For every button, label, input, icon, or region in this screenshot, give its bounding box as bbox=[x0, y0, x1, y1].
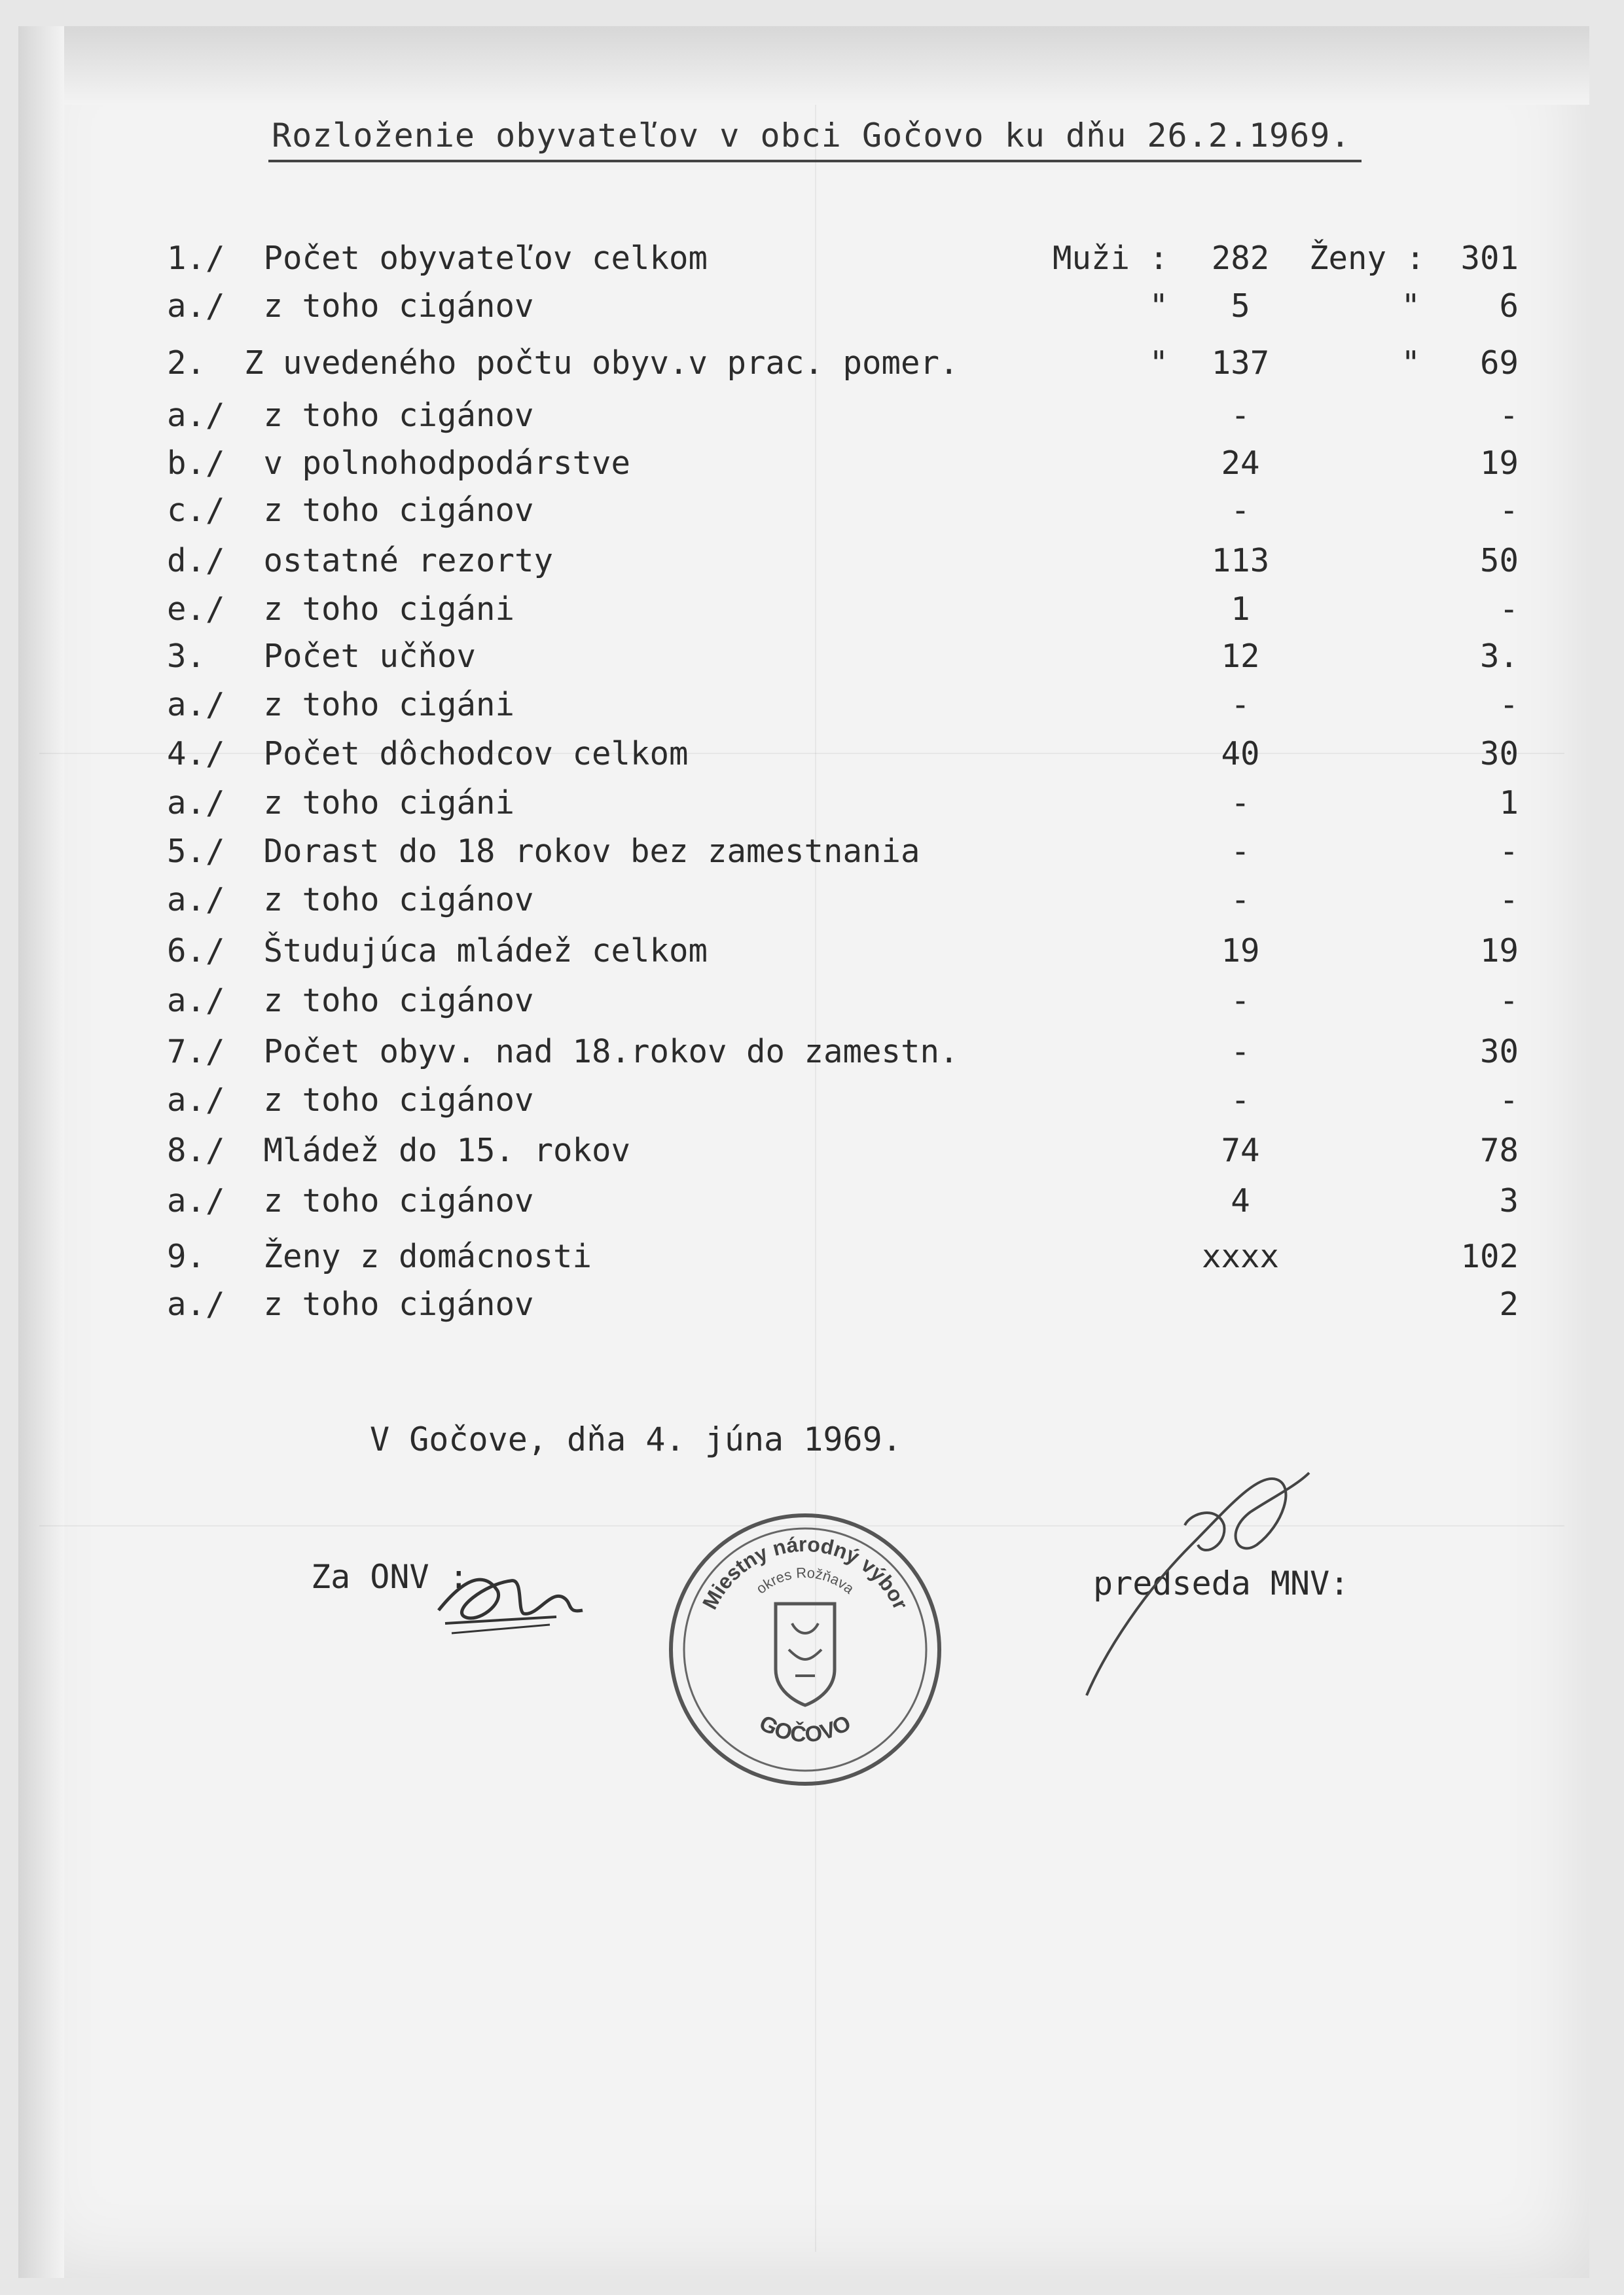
table-row bbox=[0, 634, 1624, 679]
women-value: 30 bbox=[1479, 735, 1519, 772]
signature-predseda bbox=[1060, 1434, 1348, 1708]
table-row bbox=[0, 1234, 1624, 1280]
row-label: 6./ Študujúca mládež celkom bbox=[167, 932, 708, 969]
women-value: 102 bbox=[1460, 1238, 1519, 1275]
table-row bbox=[0, 587, 1624, 632]
women-value: - bbox=[1499, 590, 1519, 628]
table-row bbox=[0, 682, 1624, 728]
za-onv-label: Za ONV : bbox=[311, 1558, 469, 1596]
row-label: a./ z toho cigánov bbox=[167, 287, 534, 325]
row-label: 3. Počet učňov bbox=[167, 638, 477, 675]
women-value: - bbox=[1499, 833, 1519, 870]
table-row bbox=[0, 538, 1624, 584]
men-value: 19 bbox=[1221, 932, 1260, 969]
men-value: - bbox=[1231, 982, 1250, 1019]
men-heading: " bbox=[1149, 287, 1168, 325]
men-value: - bbox=[1231, 833, 1250, 870]
table-row bbox=[0, 488, 1624, 533]
row-label: 4./ Počet dôchodcov celkom bbox=[167, 735, 689, 772]
women-value: 301 bbox=[1460, 240, 1519, 277]
men-value: 113 bbox=[1211, 542, 1270, 579]
table-row bbox=[0, 441, 1624, 486]
men-value: - bbox=[1231, 1033, 1250, 1070]
row-label: a./ z toho cigánov bbox=[167, 1081, 534, 1119]
row-label: 9. Ženy z domácnosti bbox=[167, 1238, 592, 1275]
women-value: - bbox=[1499, 1081, 1519, 1119]
men-value: xxxx bbox=[1201, 1238, 1279, 1275]
women-value: 3 bbox=[1499, 1182, 1519, 1220]
women-value: 78 bbox=[1479, 1132, 1519, 1169]
row-label: b./ v polnohodpodárstve bbox=[167, 444, 631, 482]
row-label: 8./ Mládež do 15. rokov bbox=[167, 1132, 631, 1169]
row-label: a./ z toho cigáni bbox=[167, 784, 515, 822]
women-value: 3. bbox=[1479, 638, 1519, 675]
men-value: 74 bbox=[1221, 1132, 1260, 1169]
men-value: - bbox=[1231, 784, 1250, 822]
men-value: - bbox=[1231, 686, 1250, 723]
coat-of-arms-icon bbox=[776, 1604, 835, 1705]
table-row bbox=[0, 340, 1624, 386]
men-heading: " bbox=[1149, 344, 1168, 382]
row-label: a./ z toho cigáni bbox=[167, 686, 515, 723]
women-value: 2 bbox=[1499, 1286, 1519, 1323]
table-row bbox=[0, 1282, 1624, 1328]
women-heading: " bbox=[1401, 287, 1420, 325]
row-label: 2. Z uvedeného počtu obyv.v prac. pomer. bbox=[167, 344, 959, 382]
women-value: 19 bbox=[1479, 444, 1519, 482]
women-value: 30 bbox=[1479, 1033, 1519, 1070]
table-row bbox=[0, 877, 1624, 923]
table-row bbox=[0, 1029, 1624, 1075]
svg-text:GOČOVO bbox=[755, 1710, 856, 1747]
women-value: 1 bbox=[1499, 784, 1519, 822]
women-value: 6 bbox=[1499, 287, 1519, 325]
title-underline bbox=[268, 160, 1362, 162]
table-row bbox=[0, 236, 1624, 281]
table-row bbox=[0, 393, 1624, 439]
table-row bbox=[0, 829, 1624, 875]
stamp-text-bottom: GOČOVO bbox=[755, 1710, 856, 1748]
row-label: a./ z toho cigánov bbox=[167, 1182, 534, 1220]
row-label: 7./ Počet obyv. nad 18.rokov do zamestn. bbox=[167, 1033, 959, 1070]
row-label: a./ z toho cigánov bbox=[167, 881, 534, 918]
stamp-text-top: Miestny národný výbor bbox=[697, 1532, 913, 1614]
men-value: 5 bbox=[1231, 287, 1250, 325]
table-row bbox=[0, 283, 1624, 329]
row-label: a./ z toho cigánov bbox=[167, 982, 534, 1019]
table-row bbox=[0, 780, 1624, 826]
men-value: - bbox=[1231, 881, 1250, 918]
men-value: 1 bbox=[1231, 590, 1250, 628]
men-value: 4 bbox=[1231, 1182, 1250, 1220]
predseda-label: predseda MNV: bbox=[1093, 1564, 1350, 1602]
women-value: - bbox=[1499, 492, 1519, 529]
men-value: 137 bbox=[1211, 344, 1270, 382]
women-value: 50 bbox=[1479, 542, 1519, 579]
svg-text:okres Rožňava bbox=[753, 1564, 857, 1597]
row-label: e./ z toho cigáni bbox=[167, 590, 515, 628]
men-value: 282 bbox=[1211, 240, 1270, 277]
women-value: - bbox=[1499, 881, 1519, 918]
men-value: - bbox=[1231, 1081, 1250, 1119]
official-stamp bbox=[661, 1506, 949, 1794]
men-value: 24 bbox=[1221, 444, 1260, 482]
table-row bbox=[0, 928, 1624, 974]
row-label: 5./ Dorast do 18 rokov bez zamestnania bbox=[167, 833, 920, 870]
place-date: V Gočove, dňa 4. júna 1969. bbox=[370, 1420, 902, 1458]
table-row bbox=[0, 1128, 1624, 1174]
men-value: - bbox=[1231, 492, 1250, 529]
men-value: - bbox=[1231, 397, 1250, 434]
paper-fold-top bbox=[18, 26, 1589, 105]
row-label: a./ z toho cigánov bbox=[167, 397, 534, 434]
women-value: - bbox=[1499, 686, 1519, 723]
table-row bbox=[0, 1077, 1624, 1123]
women-heading: Ženy : bbox=[1309, 240, 1426, 277]
men-value: 12 bbox=[1221, 638, 1260, 675]
men-value: 40 bbox=[1221, 735, 1260, 772]
women-heading: " bbox=[1401, 344, 1420, 382]
women-value: - bbox=[1499, 982, 1519, 1019]
women-value: 69 bbox=[1479, 344, 1519, 382]
row-label: a./ z toho cigánov bbox=[167, 1286, 534, 1323]
row-label: c./ z toho cigánov bbox=[167, 492, 534, 529]
women-value: - bbox=[1499, 397, 1519, 434]
signature-onv bbox=[425, 1551, 596, 1650]
men-heading: Muži : bbox=[1052, 240, 1168, 277]
table-row bbox=[0, 731, 1624, 777]
women-value: 19 bbox=[1479, 932, 1519, 969]
row-label: d./ ostatné rezorty bbox=[167, 542, 554, 579]
document-title: Rozloženie obyvateľov v obci Gočovo ku dňu 26.2.1969. bbox=[272, 117, 1351, 154]
stamp-text-small: okres Rožňava bbox=[753, 1564, 857, 1597]
table-row bbox=[0, 1178, 1624, 1224]
table-row bbox=[0, 978, 1624, 1024]
row-label: 1./ Počet obyvateľov celkom bbox=[167, 240, 708, 277]
